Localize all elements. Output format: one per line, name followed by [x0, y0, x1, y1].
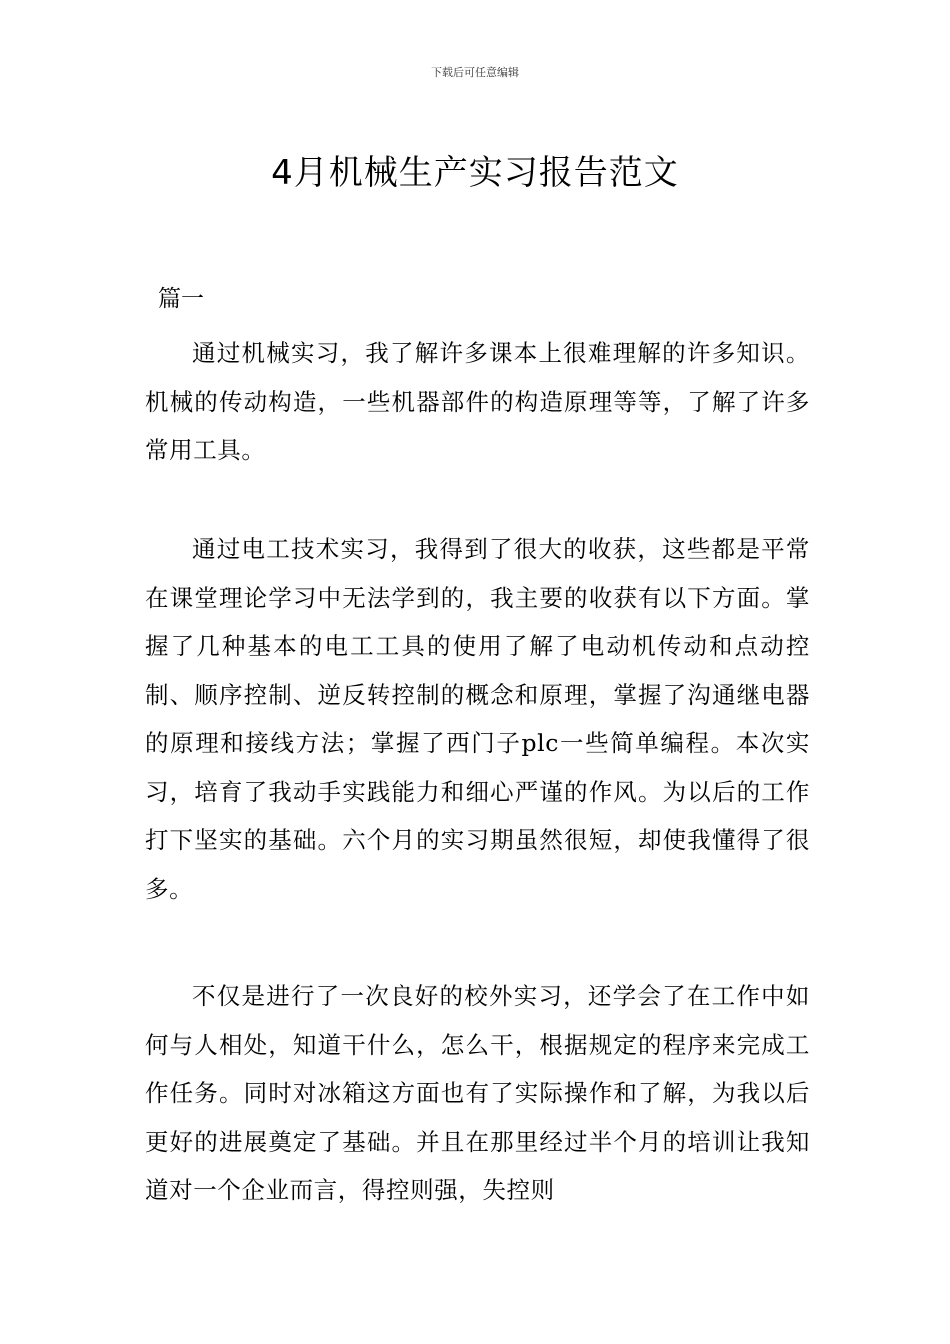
paragraph-3: 不仅是进行了一次良好的校外实习，还学会了在工作中如何与人相处，知道干什么，怎么干，根据规定的程序来完成工作任务。同时对冰箱这方面也有了实际操作和了解，为我以后更好的进展奠定了基础。并且在那里经过半个月的培训让我知道对一个企业而言，得控则强，失控则 [145, 982, 810, 1204]
paragraph-2: 通过电工技术实习，我得到了很大的收获，这些都是平常在课堂理论学习中无法学到的，我主要的收获有以下方面。掌握了几种基本的电工工具的使用了解了电动机传动和点动控制、顺序控制、逆反转控制的概念和原理，掌握了沟通继电器的原理和接线方法；掌握了西门子plc一些简单编程。本次实习，培育了我动手实践能力和细心严谨的作风。为以后的工作打下坚实的基础。六个月的实习期虽然很短，却使我懂得了很多。 [145, 535, 810, 903]
section-label: 篇一 [158, 286, 204, 312]
document-title: 4月机械生产实习报告范文 [271, 152, 679, 193]
paragraph-1: 通过机械实习，我了解许多课本上很难理解的许多知识。机械的传动构造，一些机器部件的构造原理等等，了解了许多常用工具。 [145, 339, 810, 464]
header-note: 下载后可任意编辑 [431, 66, 519, 79]
